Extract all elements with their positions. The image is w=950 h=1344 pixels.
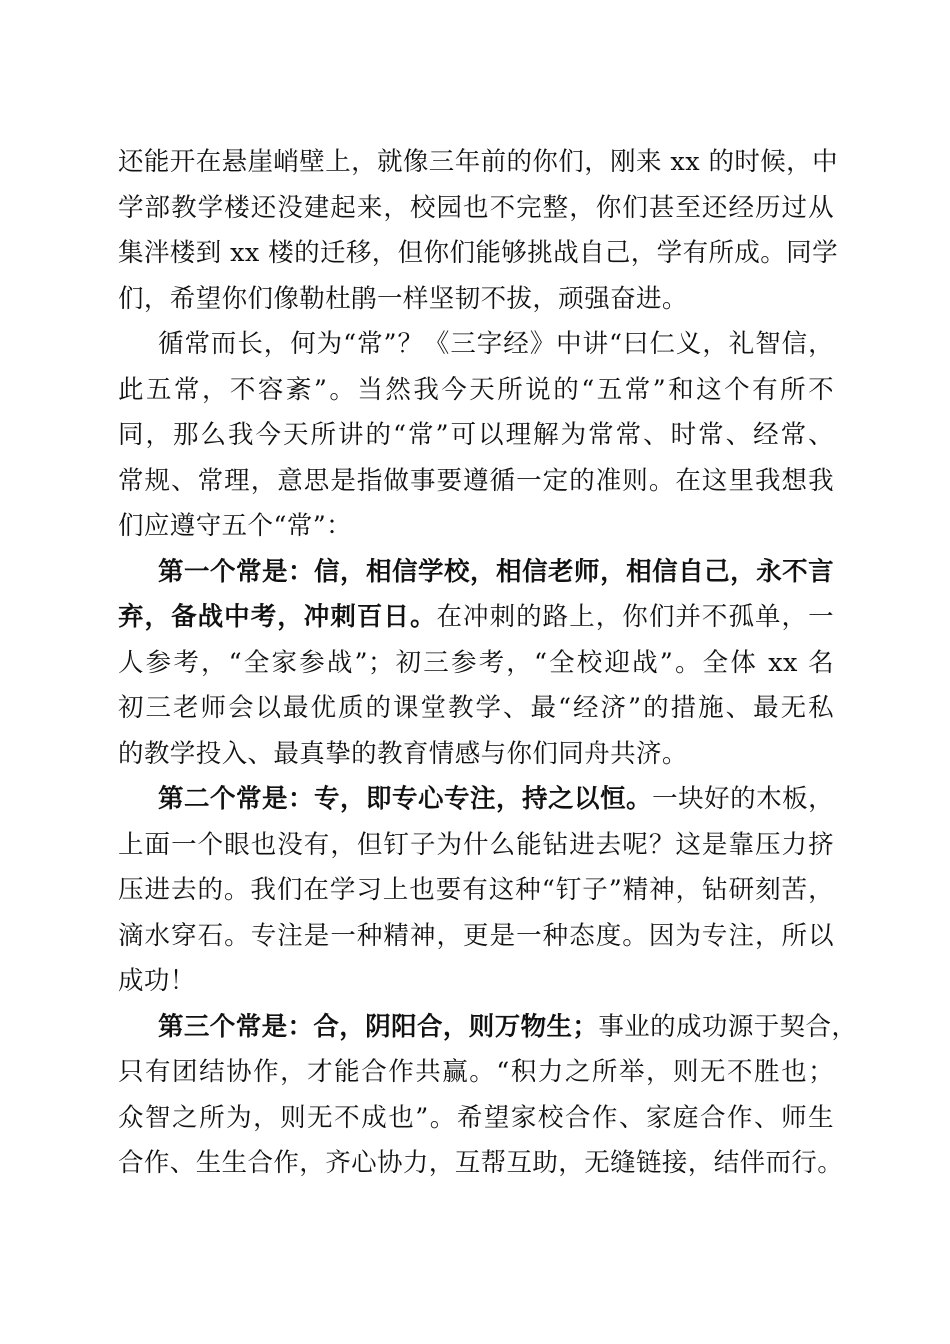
text-line: 学部教学楼还没建起来，校园也不完整，你们甚至还经历过从 <box>118 192 834 223</box>
text-line: 成功！ <box>118 966 196 996</box>
paragraph-1 <box>118 140 838 322</box>
text-line <box>118 1005 858 1051</box>
text-line: 的教学投入、最真挚的教育情感与你们同舟共济。 <box>118 738 688 769</box>
text-line <box>118 777 834 823</box>
text-line: 滴水穿石。专注是一种精神，更是一种态度。因为专注，所以 <box>118 920 834 951</box>
text-line-bold: 第一个常是：信，相信学校，相信老师，相信自己，永不言 <box>158 556 834 587</box>
text-line: 只有团结协作，才能合作共赢。“积力之所举，则无不胜也； <box>118 1057 834 1087</box>
text-line <box>118 595 834 641</box>
text-line: 循常而长，何为“常”？《三字经》中讲“曰仁义，礼智信， <box>158 329 834 359</box>
text-line: 们，希望你们像勒杜鹃一样坚韧不拔，顽强奋进。 <box>118 283 688 314</box>
text-line: 众智之所为，则无不成也”。希望家校合作、家庭合作、师生 <box>118 1102 834 1133</box>
bold-phrase: 第二个常是：专，即专心专注，持之以恒。 <box>158 784 653 814</box>
text-line: 集泮楼到 xx 楼的迁移，但你们能够挑战自己，学有所成。同学 <box>118 238 838 268</box>
text-line: 还能开在悬崖峭壁上，就像三年前的你们，刚来 xx 的时候，中 <box>118 147 838 177</box>
text-phrase: 一块好的木板， <box>652 784 834 814</box>
text-line: 压进去的。我们在学习上也要有这种“钉子”精神，钻研刻苦， <box>118 875 834 905</box>
document-body <box>118 140 858 1187</box>
text-line: 常规、常理，意思是指做事要遵循一定的准则。在这里我想我 <box>118 465 834 496</box>
text-line: 们应遵守五个“常”： <box>118 511 353 541</box>
bold-phrase: 弃，备战中考，冲刺百日。 <box>118 602 437 632</box>
text-line: 初三老师会以最优质的课堂教学、最“经济”的措施、最无私 <box>118 693 834 723</box>
bold-phrase: 第三个常是：合，阴阳合，则万物生； <box>158 1011 599 1042</box>
text-phrase: 在冲刺的路上，你们并不孤单，一 <box>436 602 834 632</box>
text-line: 上面一个眼也没有，但钉子为什么能钻进去呢？这是靠压力挤 <box>118 829 834 860</box>
text-line: 人参考，“全家参战”；初三参考，“全校迎战”。全体 xx 名 <box>118 647 834 678</box>
text-line: 同，那么我今天所讲的“常”可以理解为常常、时常、经常、 <box>118 420 834 450</box>
paragraph-5 <box>118 1005 858 1187</box>
paragraph-4 <box>118 777 834 1005</box>
text-line: 此五常，不容紊”。当然我今天所说的“五常”和这个有所不 <box>118 374 834 405</box>
text-phrase: 事业的成功源于契合， <box>598 1011 858 1042</box>
paragraph-3 <box>118 550 834 778</box>
text-line: 合作、生生合作，齐心协力，互帮互助，无缝链接，结伴而行。 <box>118 1148 844 1178</box>
paragraph-2 <box>118 322 834 550</box>
